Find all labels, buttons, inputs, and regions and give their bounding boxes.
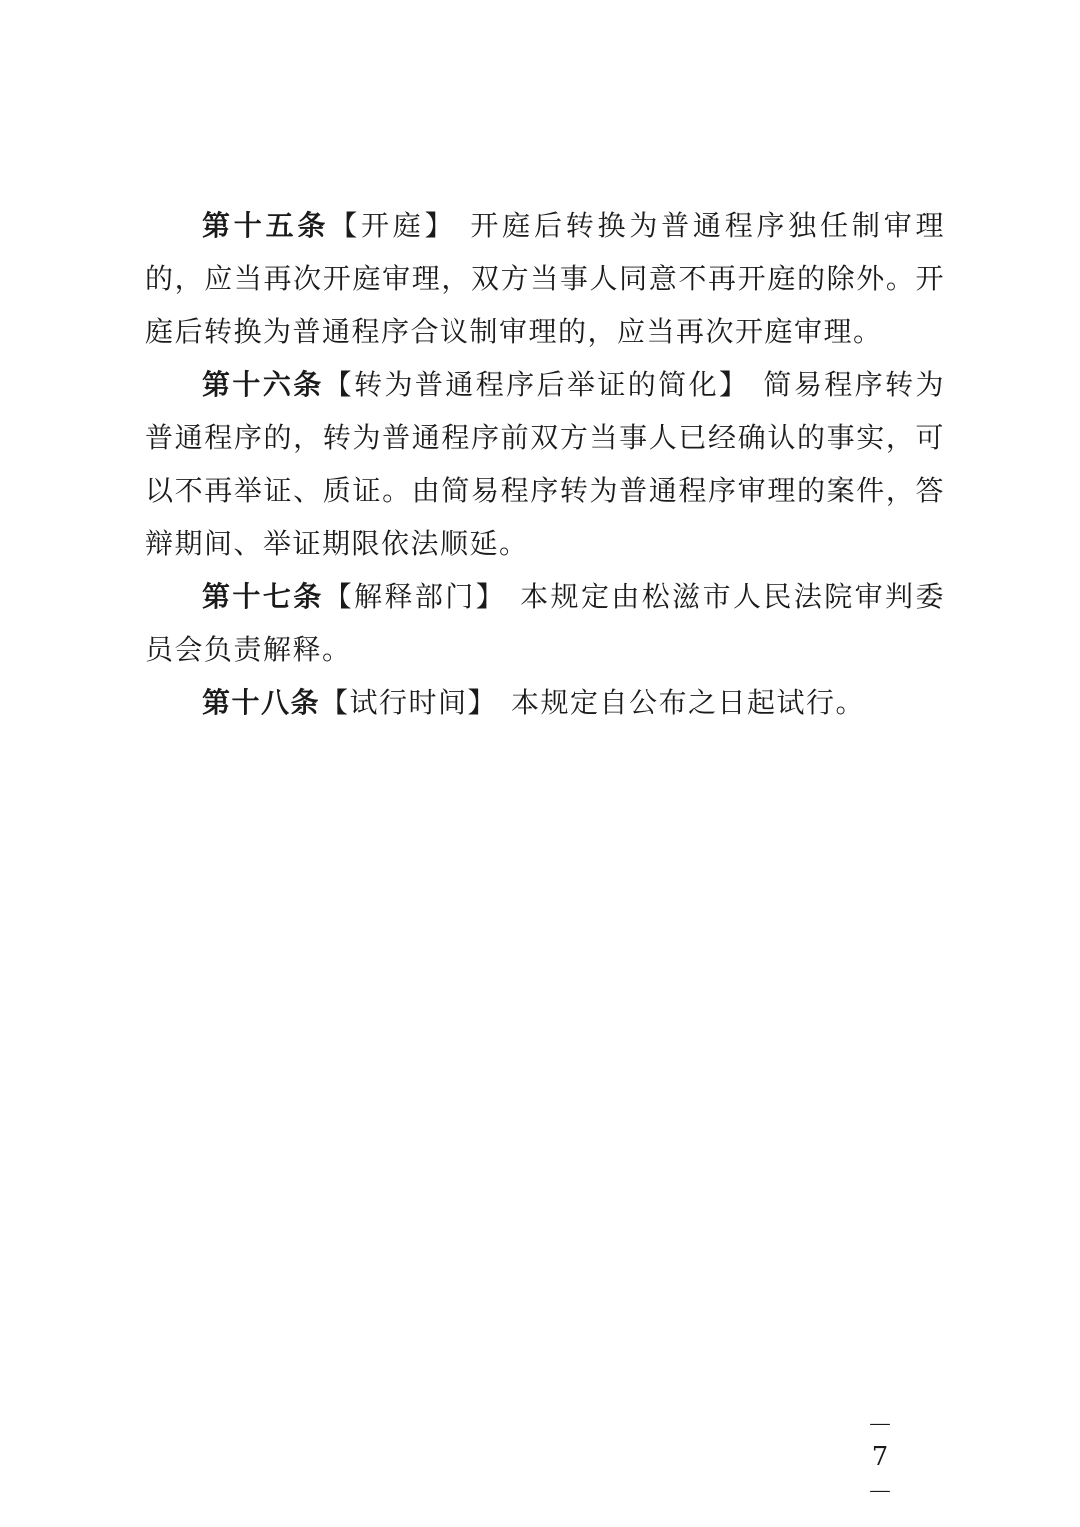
article-15 [145, 199, 945, 358]
article-body: 开庭后转换为普通程序独任制审理的，应当再次开庭审理，双方当事人同意不再开庭的除外。开庭后转换为普通程序合议制审理的，应当再次开庭审理。 [145, 209, 945, 348]
article-18 [145, 676, 945, 729]
article-16 [145, 358, 945, 570]
article-body: 简易程序转为普通程序的，转为普通程序前双方当事人已经确认的事实，可以不再举证、质证。由简易程序转为普通程序审理的案件，答辩期间、举证期限依法顺延。 [145, 368, 945, 560]
article-body: 本规定自公布之日起试行。 [511, 686, 866, 719]
article-number: 第十七条 [202, 580, 324, 613]
article-title: 【解释部门】 [323, 580, 507, 613]
article-number: 第十五条 [202, 209, 330, 242]
document-body [145, 199, 945, 729]
article-title: 【开庭】 [329, 209, 457, 242]
article-title: 【试行时间】 [320, 686, 498, 719]
article-number: 第十八条 [202, 686, 321, 719]
article-number: 第十六条 [202, 368, 324, 401]
article-body: 本规定由松滋市人民法院审判委员会负责解释。 [145, 580, 945, 666]
article-title: 【转为普通程序后举证的简化】 [323, 368, 750, 401]
article-17 [145, 570, 945, 676]
page-number: － 7 － [866, 1411, 903, 1508]
